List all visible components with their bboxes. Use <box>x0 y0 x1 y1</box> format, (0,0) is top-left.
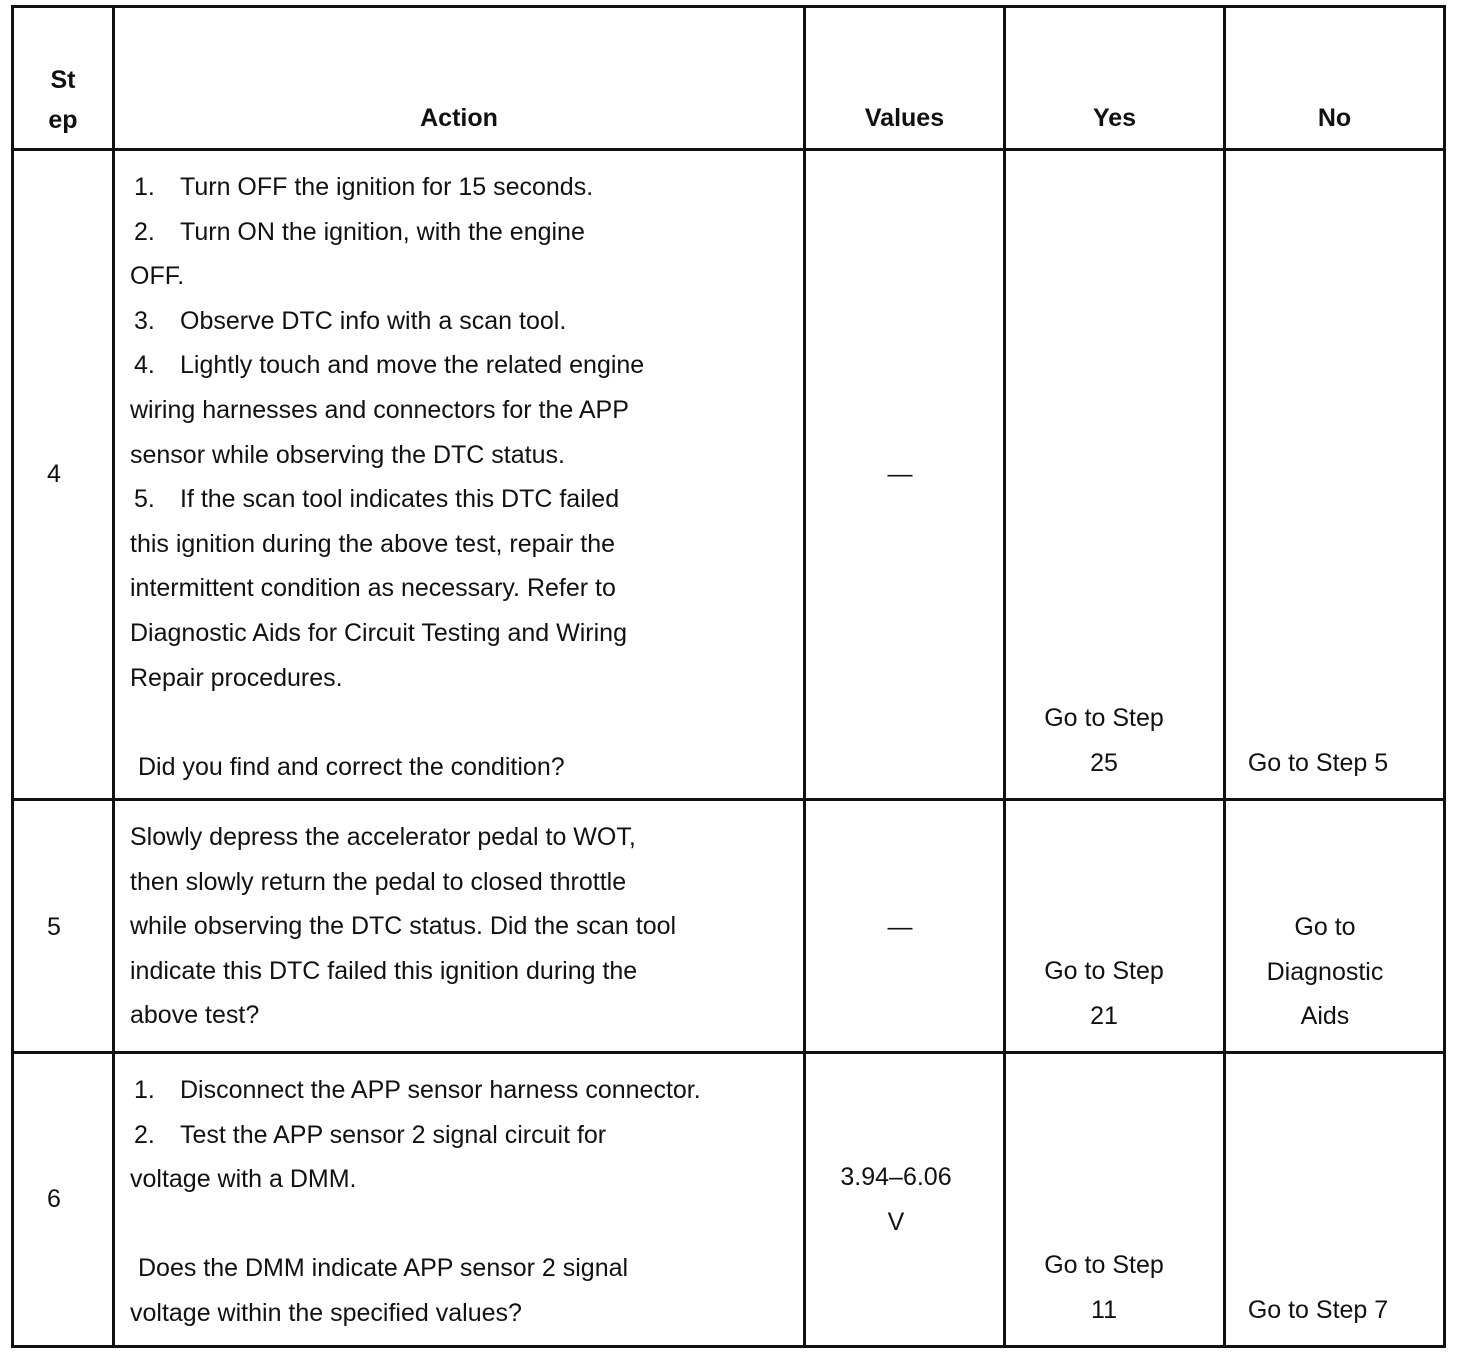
row-4-no: Go to Step 5 <box>1247 749 1389 777</box>
row-5-step: 5 <box>47 913 61 941</box>
action-line-2: then slowly return the pedal to closed throttle <box>130 867 627 896</box>
action-question-line-2: voltage within the specified values? <box>130 1298 522 1327</box>
action-item-4-cont-2: sensor while observing the DTC status. <box>130 440 565 469</box>
col-divider-action-values <box>803 5 806 1348</box>
action-item-5-cont-3: Diagnostic Aids for Circuit Testing and Wiring <box>130 618 627 647</box>
row-5-yes <box>1006 949 1202 1038</box>
action-item-2 <box>130 210 644 255</box>
col-divider-values-yes <box>1003 5 1006 1348</box>
no-line-2: Diagnostic <box>1266 957 1384 986</box>
header-step <box>14 60 112 140</box>
yes-line-2: 25 <box>1090 748 1118 777</box>
row-divider-4-5 <box>11 798 1446 801</box>
row-divider-5-6 <box>11 1051 1446 1054</box>
item-text: Test the APP sensor 2 signal circuit for <box>180 1120 607 1149</box>
action-question: Did you find and correct the condition? <box>138 752 565 781</box>
action-item-4 <box>130 343 644 388</box>
action-item-3 <box>130 299 644 344</box>
item-text: Lightly touch and move the related engine <box>180 351 645 380</box>
table-border-right <box>1443 5 1446 1348</box>
row-4-action <box>130 165 644 789</box>
row-4-step: 4 <box>47 460 61 488</box>
item-number: 1. <box>134 173 155 201</box>
action-question-line-1: Does the DMM indicate APP sensor 2 signal <box>138 1254 629 1283</box>
table-border-top <box>11 5 1446 8</box>
row-6-step: 6 <box>47 1185 61 1213</box>
row-6-no: Go to Step 7 <box>1247 1296 1389 1324</box>
header-no: No <box>1317 104 1352 132</box>
row-5-action <box>130 815 676 1038</box>
row-4-yes <box>1006 696 1202 785</box>
table-border-bottom <box>11 1345 1446 1348</box>
table-border-left <box>11 5 14 1348</box>
item-text: Observe DTC info with a scan tool. <box>180 306 567 335</box>
values-line-2: V <box>887 1207 905 1236</box>
action-line-1: Slowly depress the accelerator pedal to WOT, <box>130 823 636 851</box>
header-yes: Yes <box>1092 104 1137 132</box>
row-5-values: — <box>887 913 913 941</box>
action-item-5-cont-1: this ignition during the above test, repair the <box>130 529 616 558</box>
header-values: Values <box>864 104 945 132</box>
item-number: 5. <box>134 485 155 514</box>
row-6-action <box>130 1068 701 1336</box>
action-item-5-cont-2: intermittent condition as necessary. Refer to <box>130 574 616 603</box>
item-number: 2. <box>134 217 155 246</box>
yes-line-1: Go to Step <box>1044 704 1164 732</box>
item-text: Turn ON the ignition, with the engine <box>180 217 585 246</box>
action-item-2 <box>130 1113 701 1158</box>
action-item-5 <box>130 477 644 522</box>
col-divider-yes-no <box>1223 5 1226 1348</box>
row-5-no <box>1226 905 1424 1039</box>
item-text: Turn OFF the ignition for 15 seconds. <box>180 173 594 201</box>
action-line-4: indicate this DTC failed this ignition during the <box>130 956 638 985</box>
yes-line-1: Go to Step <box>1044 1251 1164 1279</box>
item-text: If the scan tool indicates this DTC failed <box>180 485 620 514</box>
action-item-1 <box>130 1068 701 1113</box>
header-divider <box>11 148 1446 151</box>
row-6-yes <box>1006 1243 1202 1332</box>
action-item-2-cont: OFF. <box>130 262 185 291</box>
item-number: 1. <box>134 1076 155 1104</box>
header-step-line1: St <box>50 66 76 94</box>
values-line-1: 3.94–6.06 <box>840 1163 952 1191</box>
header-step-line2: ep <box>48 106 78 134</box>
row-4-values: — <box>887 460 913 488</box>
row-6-values <box>806 1155 986 1244</box>
action-item-2-cont: voltage with a DMM. <box>130 1165 357 1194</box>
no-line-3: Aids <box>1300 1002 1350 1031</box>
yes-line-2: 21 <box>1090 1001 1118 1030</box>
item-text: Disconnect the APP sensor harness connector. <box>180 1076 701 1104</box>
action-line-3: while observing the DTC status. Did the scan tool <box>130 912 677 941</box>
action-item-5-cont-4: Repair procedures. <box>130 663 343 692</box>
yes-line-2: 11 <box>1091 1295 1117 1324</box>
action-line-5: above test? <box>130 1001 260 1030</box>
col-divider-step-action <box>112 5 115 1348</box>
item-number: 3. <box>134 306 155 335</box>
action-item-1 <box>130 165 644 210</box>
action-item-4-cont-1: wiring harnesses and connectors for the APP <box>130 395 629 424</box>
item-number: 4. <box>134 351 155 380</box>
no-line-1: Go to <box>1294 913 1356 941</box>
item-number: 2. <box>134 1120 155 1149</box>
header-action: Action <box>420 104 498 132</box>
yes-line-1: Go to Step <box>1044 957 1164 985</box>
